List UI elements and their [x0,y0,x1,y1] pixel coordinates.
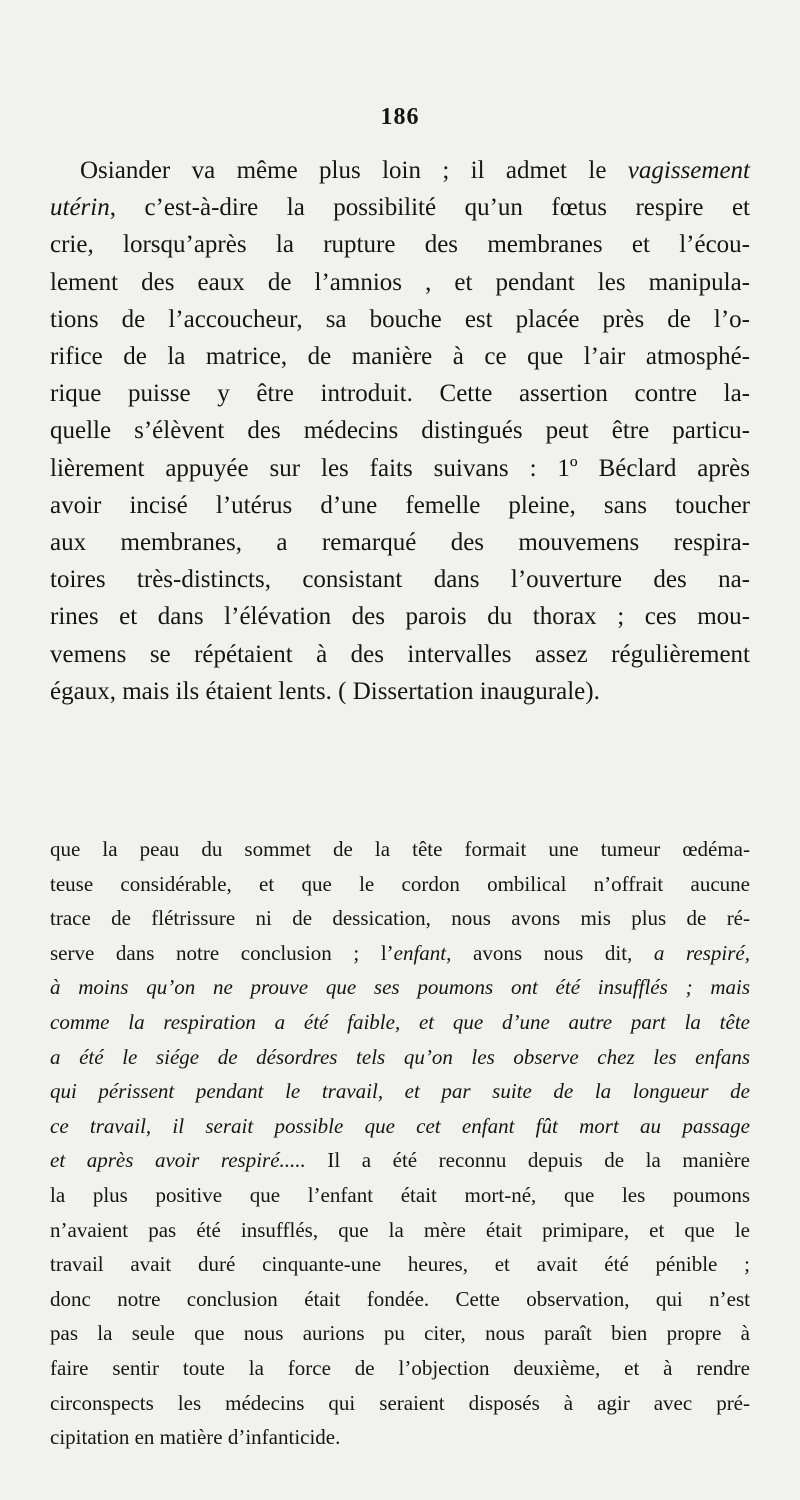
footnote-line: ce travail, il serait possible que cet enfant fût mort au passage [50,1113,750,1138]
footnote-line: circonspects les médecins qui seraient disposés à agir avec pré- [50,1390,750,1415]
footnote-line: faire sentir toute la force de l’objection deuxième, et à rendre [50,1355,750,1380]
footnote-line: donc notre conclusion était fondée. Cette observation, qui n’est [50,1286,750,1311]
footnote-line: qui périssent pendant le travail, et par suite de la longueur de [50,1079,750,1104]
footnote-line: teuse considérable, et que le cordon ombilical n’offrait aucune [50,871,750,896]
text-line: lement des eaux de l’amnios , et pendant les manipula- [50,268,750,296]
footnote-line: à moins qu’on ne prouve que ses poumons ont été insufflés ; mais [50,975,750,1000]
text-line: avoir incisé l’utérus d’une femelle pleine, sans toucher [50,491,750,519]
text-line: vemens se répétaient à des intervalles assez régulièrement [50,640,750,668]
text-line: rines et dans l’élévation des parois du thorax ; ces mou- [50,603,750,631]
footnote-line: travail avait duré cinquante-une heures, et avait été pénible ; [50,1252,750,1277]
text-line: rique puisse y être introduit. Cette assertion contre la- [50,380,750,408]
page-number: 186 [380,104,420,130]
text-line: quelle s’élèvent des médecins distingués peut être particu- [50,417,750,445]
text-line: tions de l’accoucheur, sa bouche est placée près de l’o- [50,305,750,333]
text-line: égaux, mais ils étaient lents. ( Dissertation inaugurale). [50,677,600,705]
footnote-line: n’avaient pas été insufflés, que la mère était primipare, et que le [50,1217,750,1242]
text-line: rifice de la matrice, de manière à ce que l’air atmosphé- [50,343,750,371]
footnote-line: la plus positive que l’enfant était mort-né, que les poumons [50,1182,750,1207]
footnote-line: trace de flétrissure ni de dessication, nous avons mis plus de ré- [50,906,750,931]
footnote-line: que la peau du sommet de la tête formait une tumeur œdéma- [50,837,750,861]
text-line: aux membranes, a remarqué des mouvemens respira- [50,529,750,557]
text-line: crie, lorsqu’après la rupture des membranes et l’écou- [50,231,750,259]
footnote-line: cipitation en matière d’infanticide. [50,1425,341,1450]
footnote-line: comme la respiration a été faible, et que d’une autre part la tête [50,1009,750,1034]
footnote-block [50,832,750,1455]
footnote-line: a été le siége de désordres tels qu’on les observe chez les enfans [50,1044,750,1069]
footnote-line: et après avoir respiré..... Il a été reconnu depuis de la manière [50,1148,750,1173]
text-line: Osiander va même plus loin ; il admet le vagissement [80,157,750,184]
text-line: toires très-distincts, consistant dans l’ouverture des na- [50,566,750,594]
footnote-line: serve dans notre conclusion ; l’enfant, avons nous dit, a respiré, [50,940,750,965]
main-paragraph [50,152,750,710]
footnote-line: pas la seule que nous aurions pu citer, nous paraît bien propre à [50,1321,750,1346]
text-line: utérin, c’est-à-dire la possibilité qu’un fœtus respire et [50,194,750,222]
text-line: lièrement appuyée sur les faits suivans : 1º Béclard après [50,454,750,482]
